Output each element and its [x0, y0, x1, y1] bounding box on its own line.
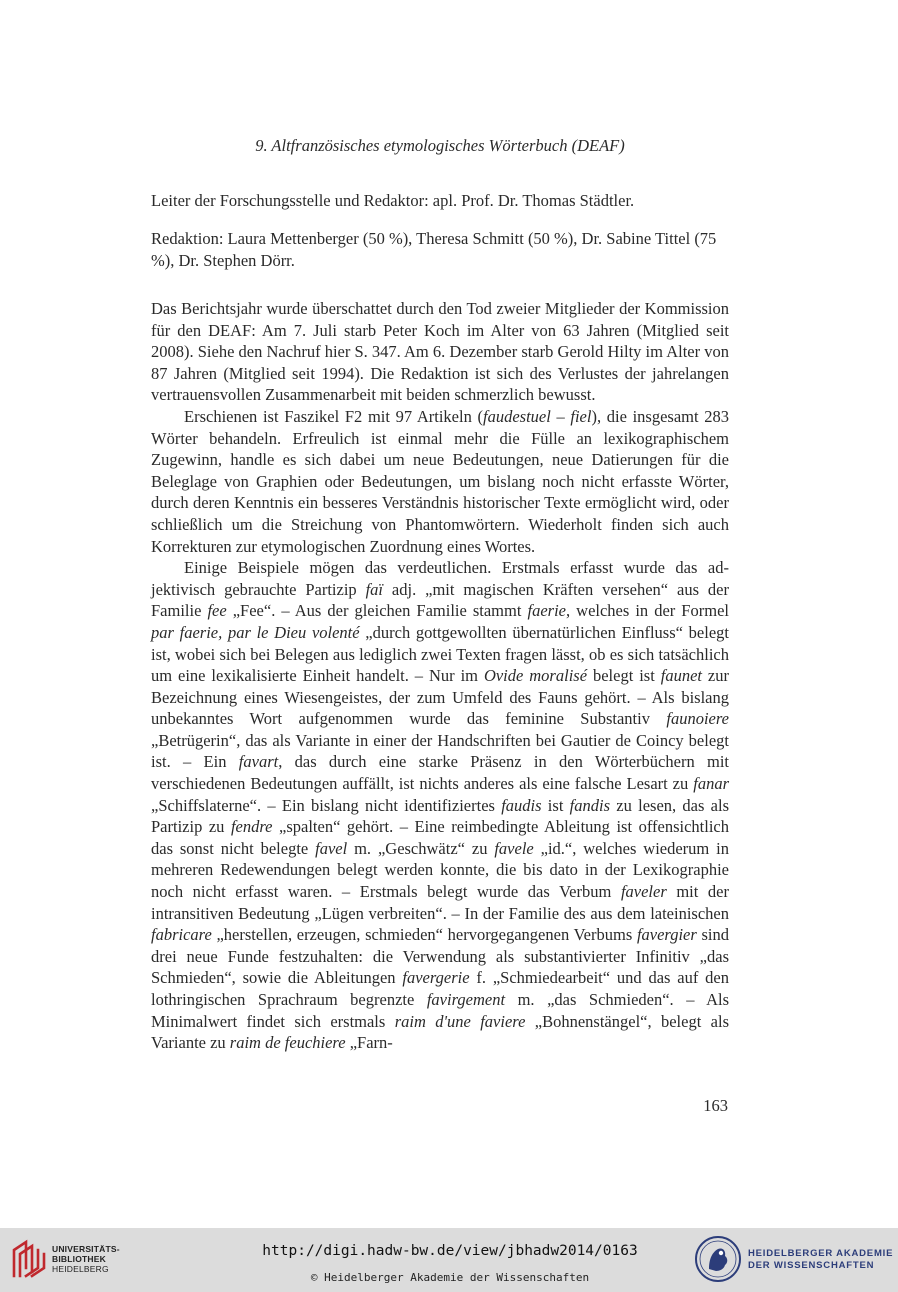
text-run: Das Berichtsjahr wurde überschattet durch den Tod zweier Mitglieder der Kommission für den DEAF: Am 7. Juli starb Peter Koch im Alter von 63 Jahren (Mitglied seit 2008). Siehe den Nachruf hier S. 347. Am 6. Dezember starb Gerold Hilty im Alter von 87 Jahren (Mitglied seit 1994). Die Redaktion ist sich des Verlustes der jahrelangen vertrauensvollen Zusammenarbeit mit beiden schmerzlich bewusst. [151, 299, 729, 405]
lead-line: Leiter der Forschungsstelle und Redaktor: apl. Prof. Dr. Thomas Städtler. [151, 191, 635, 210]
text-run: zu lesen, das als Partizip zu [151, 795, 729, 837]
italic-term: fabricare [151, 925, 212, 945]
redaktion-block [151, 228, 729, 271]
text-run: „durch gottgewollten übernatürlichen Einfluss“ belegt ist, wobei sich bei Belegen aus lediglich zwei Texten fragen lässt, ob es sich tatsächlich um eine lexikalisierte Einheit handelt. – Nur im [151, 622, 729, 686]
section-heading: 9. Altfranzösisches etymologisches Wörterbuch (DEAF) [255, 136, 625, 155]
italic-term: faerie [527, 601, 566, 621]
italic-term: favele [494, 838, 534, 858]
italic-term: Ovide moralisé [483, 666, 588, 686]
text-run: „Fee“. – Aus der gleichen Familie stammt [226, 601, 528, 621]
copyright-notice: © Heidelberger Akademie der Wissenschaften [310, 1271, 590, 1284]
body-text [151, 298, 729, 1054]
text-run: ist [541, 795, 570, 815]
text-run: f. „Schmiedearbeit“ und das auf den lothringischen Sprachraum begrenzte [151, 968, 730, 1009]
text-run: „herstellen, erzeugen, schmieden“ hervorgegangenen Verbums [211, 925, 637, 945]
paragraph-3 [151, 557, 729, 1054]
academy-logo[interactable] [694, 1235, 894, 1287]
text-run: „Farn- [345, 1033, 393, 1053]
italic-term: faudis [501, 795, 542, 815]
italic-term: faï [365, 579, 384, 599]
text-run: „id.“, welches wiederum in mehreren Redewendungen belegt werden konnte, die bis dato in der Lexikographie noch nicht erfasst waren. – Erstmals belegt wurde das Verbum [151, 838, 729, 902]
text-run: adj. „mit magischen Kräften versehen“ aus der Familie [151, 579, 729, 621]
italic-term: faunoiere [666, 709, 729, 729]
italic-term: faunet [660, 666, 702, 686]
italic-term: fee [207, 601, 227, 621]
page-number: 163 [703, 1096, 728, 1115]
ub-logo-line-1: UNIVERSITÄTS- [52, 1244, 120, 1254]
redaktion-line: Redaktion: Laura Mettenberger (50 %), Theresa Schmitt (50 %), Dr. Sabine Tittel (75 %), Dr. Stephen Dörr. [151, 229, 717, 270]
italic-term: favart [238, 752, 279, 772]
academy-logo-line-2: DER WISSENSCHAFTEN [748, 1259, 875, 1271]
text-run: mit der intransitiven Bedeutung „Lügen verbreiten“. – In der Familie des aus dem lateinischen [151, 882, 729, 923]
academy-seal-icon [694, 1235, 742, 1283]
university-library-logo[interactable] [10, 1236, 160, 1280]
text-run: „spalten“ gehört. – Eine reimbedingte Ableitung ist offensichtlich das sonst nicht belegte [151, 817, 729, 858]
text-run: zur Bezeichnung eines Wiesengeistes, der zum Umfeld des Fauns gehört. – Als bislang unbekanntes Wort aufgenommen wurde das feminine Substantiv [151, 666, 730, 729]
permalink-url[interactable]: http://digi.hadw-bw.de/view/jbhadw2014/0163 [262, 1243, 638, 1259]
paragraph-1 [151, 298, 729, 406]
text-run: „Betrügerin“, das als Variante in einer der Handschriften bei Gautier de Coincy belegt ist. – Ein [151, 730, 729, 772]
text-run: belegt ist [587, 666, 661, 686]
text-run: „Schiffslaterne“. – Ein bislang nicht identifiziertes [151, 795, 502, 815]
ub-logo-line-3: HEIDELBERG [52, 1264, 109, 1274]
italic-term: favergier [636, 925, 697, 945]
italic-term: raim d'une faviere [394, 1011, 526, 1031]
text-run: sind drei neue Funde festzuhalten: die Verwendung als substantivierter Infinitiv „das Schmieden“, sowie die Ableitungen [151, 925, 729, 988]
italic-term: favirgement [426, 990, 506, 1009]
italic-term: fandis [569, 795, 611, 815]
text-run: , das durch eine starke Präsenz in den Wörterbüchern mit verschiedenen Bedeutungen auffällt, ist nichts anderes als eine falsche Lesart zu [151, 752, 729, 794]
lead-block [151, 190, 729, 212]
italic-term: favergerie [402, 968, 470, 988]
italic-term: faudestuel – fiel [483, 406, 592, 426]
university-library-logo-text [52, 1244, 120, 1274]
italic-term: raim de feuchiere [229, 1033, 346, 1053]
text-run: m. „das Schmieden“. – Als Minimalwert findet sich erstmals [151, 990, 729, 1031]
italic-term: fanar [693, 774, 729, 794]
italic-term: par faerie, par le Dieu volenté [151, 622, 360, 642]
text-run: Einige Beispiele mögen das verdeutlichen. Erstmals erfasst wurde das adjektivisch gebrauchte Partizip [151, 558, 729, 599]
text-run: ), die insgesamt 283 Wörter behandeln. Erfreulich ist einmal mehr die Fülle an lexikographischem Zugewinn, handle es sich dabei um neue Bedeutungen, neue Datierungen für die Beleglage von Graphien oder Bedeutungen, um bislang noch nicht erfasste Wörter, durch deren Kenntnis ein besseres Verständnis historischer Texte ermöglicht wird, oder schließlich um die Streichung von Phantomwörtern. Wiederholt finden sich auch Korrekturen zur etymologischen Zuordnung eines Wortes. [151, 406, 729, 556]
text-run: m. „Geschwätz“ zu [347, 838, 495, 858]
viewer-footer [0, 1228, 898, 1292]
paragraph-2 [151, 406, 729, 557]
academy-logo-line-1: HEIDELBERGER AKADEMIE [748, 1248, 894, 1259]
text-run: „Bohnenstängel“, belegt als Variante zu [151, 1011, 729, 1053]
italic-term: faveler [620, 882, 667, 902]
italic-term: favel [315, 838, 348, 858]
text-run: , welches in der Formel [565, 601, 729, 621]
text-run: Erschienen ist Faszikel F2 mit 97 Artikeln ( [184, 406, 483, 426]
university-library-logo-icon [10, 1236, 50, 1280]
italic-term: fendre [230, 817, 273, 837]
academy-logo-text [748, 1248, 893, 1271]
ub-logo-line-2: BIBLIOTHEK [52, 1254, 106, 1264]
